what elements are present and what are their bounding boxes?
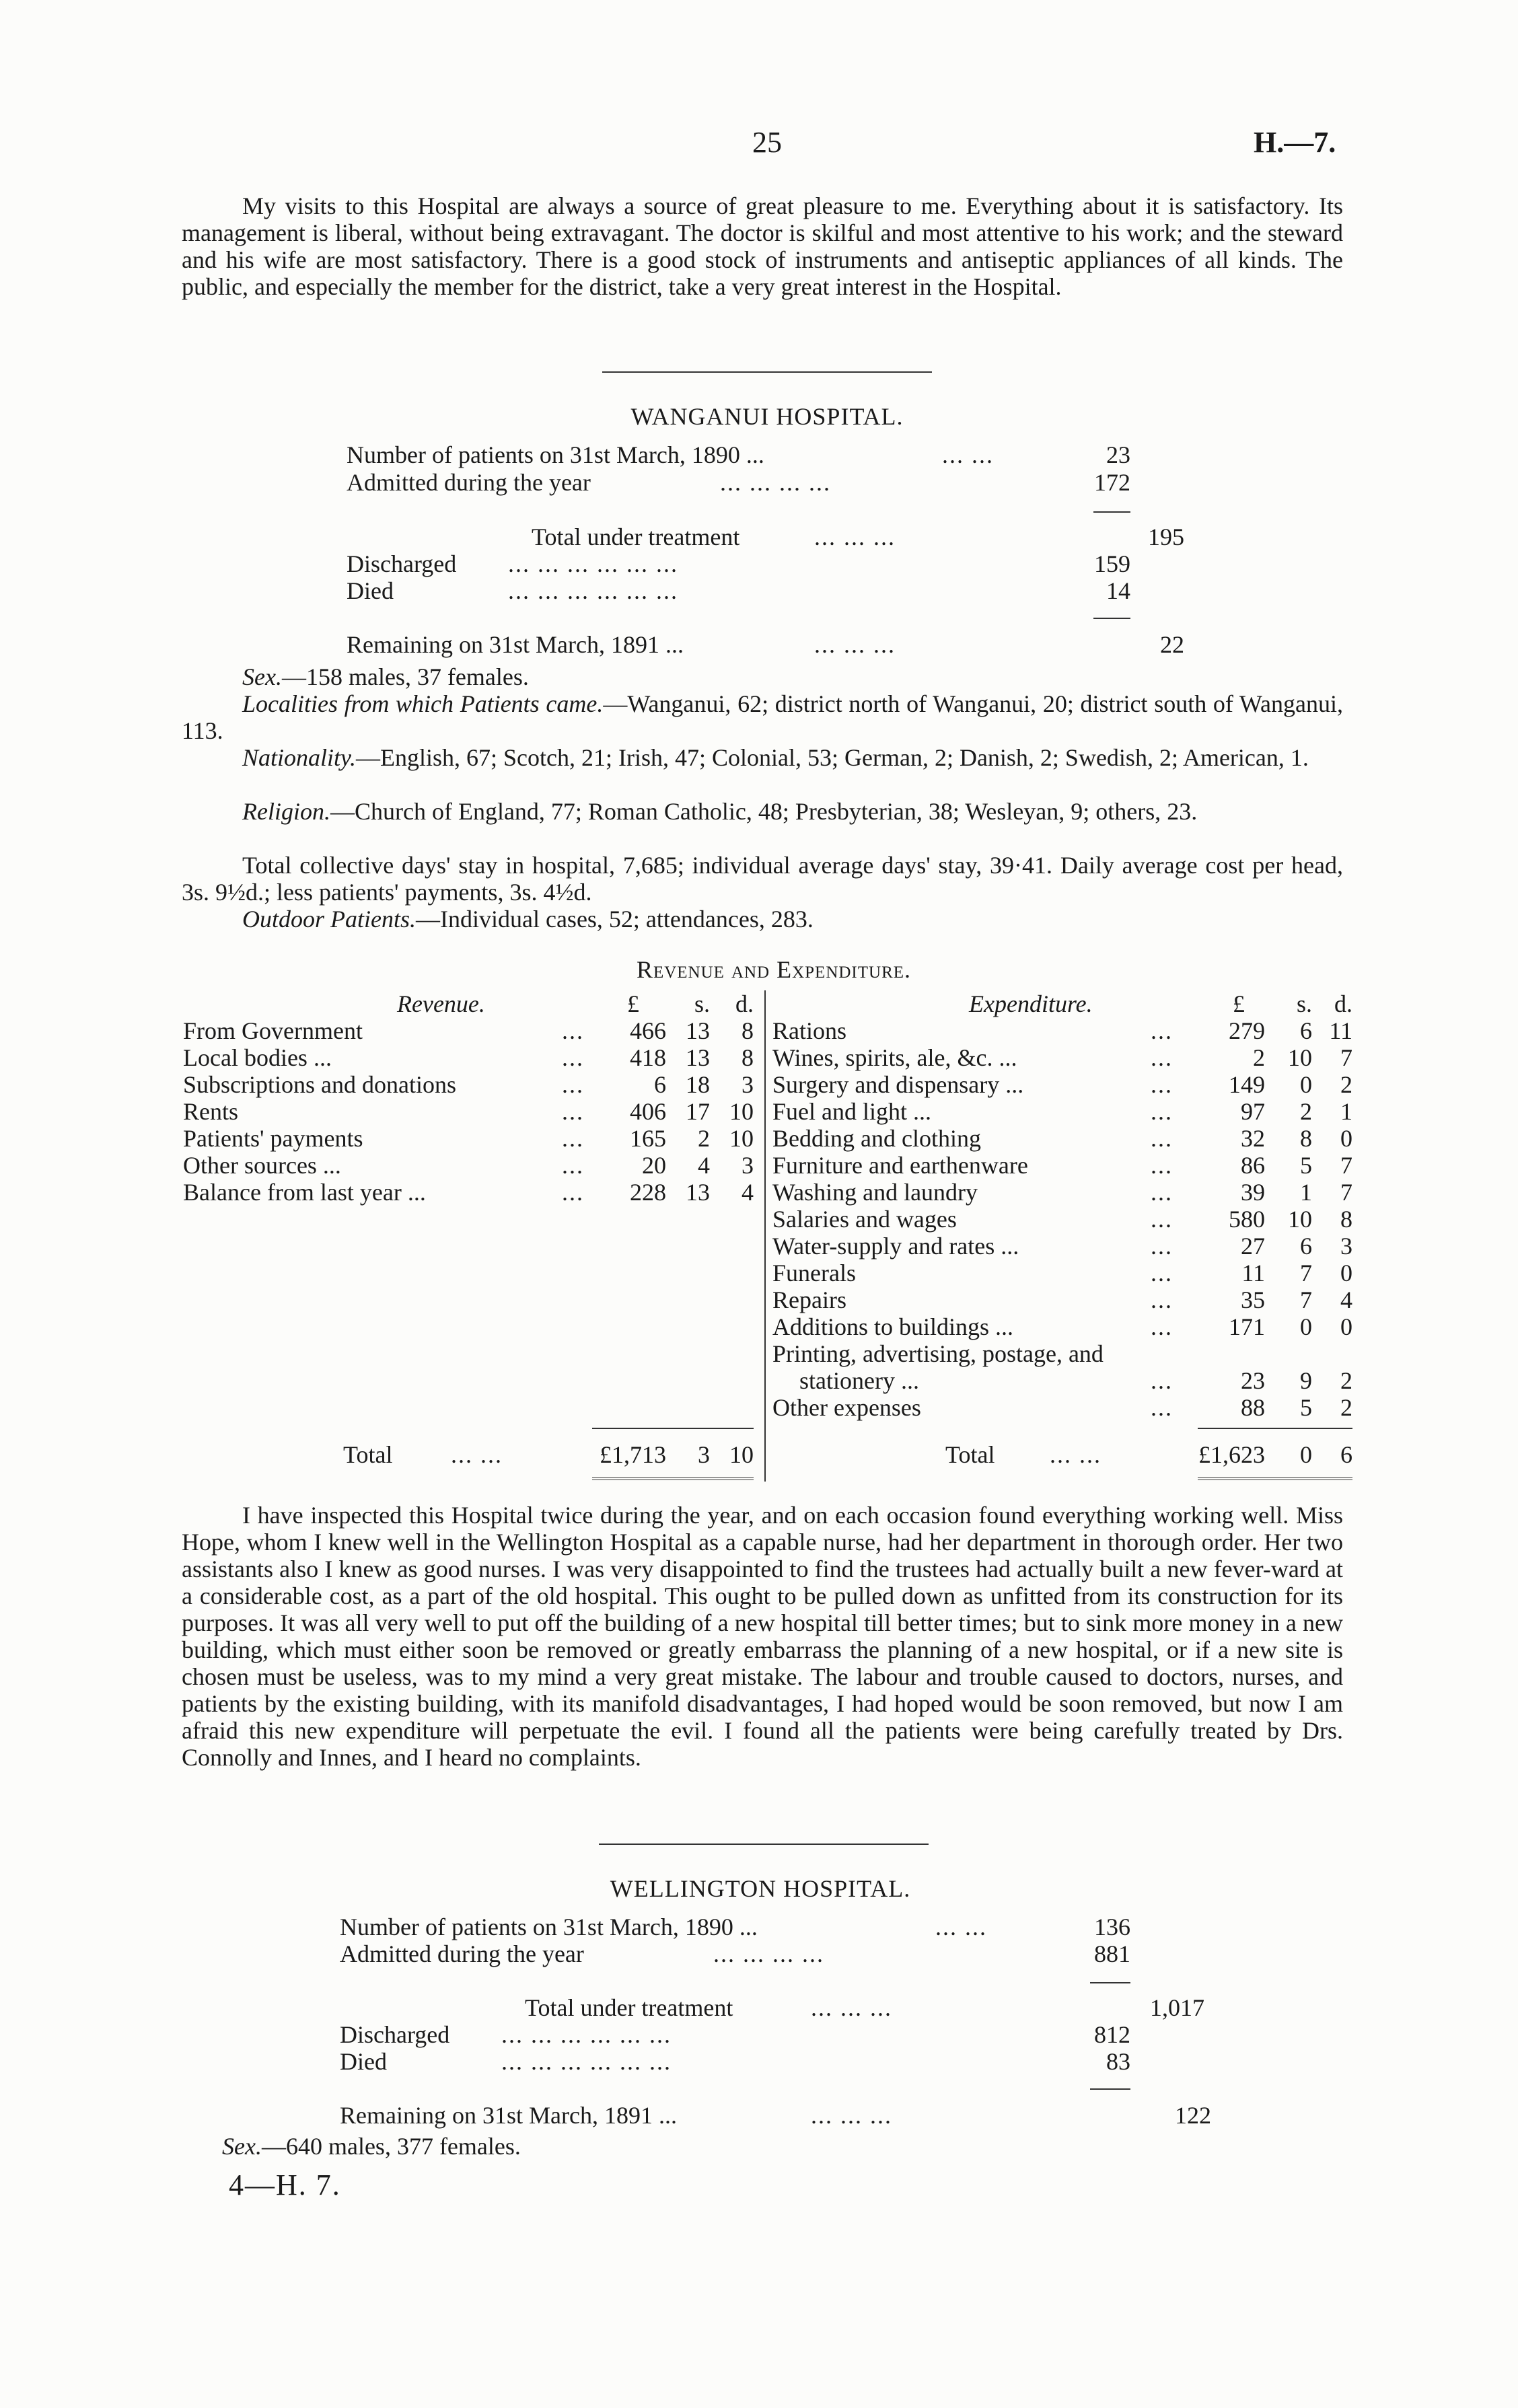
expenditure-pence: 7 <box>1340 1152 1352 1179</box>
expenditure-total-pounds: £1,623 <box>1198 1441 1265 1468</box>
expenditure-shillings: 8 <box>1300 1125 1312 1152</box>
expenditure-pounds: 2 <box>1253 1044 1265 1071</box>
expenditure-label: Furniture and earthenware <box>772 1152 1028 1179</box>
dots: ... <box>1151 1125 1173 1152</box>
expenditure-pence: 0 <box>1340 1260 1352 1286</box>
wanganui-remaining-value: 22 <box>1160 631 1184 658</box>
expenditure-label: Wines, spirits, ale, &c. ... <box>772 1044 1017 1071</box>
wanganui-remaining-label: Remaining on 31st March, 1891 ... <box>347 631 684 658</box>
revenue-pounds: 466 <box>630 1017 666 1044</box>
expenditure-label: Printing, advertising, postage, and <box>772 1340 1104 1367</box>
expenditure-pence: 11 <box>1329 1017 1352 1044</box>
wanganui-discharged-value: 159 <box>1094 550 1130 577</box>
wanganui-title: WANGANUI HOSPITAL. <box>630 403 904 430</box>
wanganui-outdoor: Outdoor Patients.—Individual cases, 52; attendances, 283. <box>242 906 814 933</box>
expenditure-label: stationery ... <box>799 1367 919 1394</box>
revenue-label: Balance from last year ... <box>183 1179 426 1206</box>
dots: ... <box>562 1152 584 1179</box>
expenditure-pounds: 97 <box>1241 1098 1265 1125</box>
revenue-shillings: 18 <box>686 1071 710 1098</box>
revenue-col-s: s. <box>694 990 710 1017</box>
expenditure-label: Funerals <box>772 1260 856 1286</box>
dots: ... <box>1151 1233 1173 1260</box>
revenue-total-shillings: 3 <box>698 1441 710 1468</box>
revenue-label: Local bodies ... <box>183 1044 332 1071</box>
wellington-number-value: 136 <box>1094 1913 1130 1940</box>
expenditure-total-shillings: 0 <box>1300 1441 1312 1468</box>
dots: ... <box>562 1125 584 1152</box>
expenditure-pence: 7 <box>1340 1179 1352 1206</box>
dots: ... ... ... ... ... ... <box>508 550 678 577</box>
revenue-label: Other sources ... <box>183 1152 341 1179</box>
revenue-label: Subscriptions and donations <box>183 1071 456 1098</box>
expenditure-label: Washing and laundry <box>772 1179 978 1206</box>
revenue-label: From Government <box>183 1017 363 1044</box>
wanganui-number-label: Number of patients on 31st March, 1890 ... <box>347 441 764 468</box>
dots: ... <box>1151 1367 1173 1394</box>
expenditure-pence: 0 <box>1340 1125 1352 1152</box>
expenditure-label: Bedding and clothing <box>772 1125 981 1152</box>
expenditure-shillings: 0 <box>1300 1071 1312 1098</box>
dots: ... <box>1151 1313 1173 1340</box>
expenditure-shillings: 10 <box>1288 1206 1312 1233</box>
expenditure-pence: 2 <box>1340 1394 1352 1421</box>
expenditure-col-pound: £ <box>1233 990 1245 1017</box>
expenditure-pence: 1 <box>1340 1098 1352 1125</box>
expenditure-shillings: 5 <box>1300 1152 1312 1179</box>
wellington-admitted-label: Admitted during the year <box>340 1940 584 1967</box>
column-divider <box>764 990 766 1482</box>
expenditure-label: Fuel and light ... <box>772 1098 931 1125</box>
revenue-pounds: 165 <box>630 1125 666 1152</box>
dots: ... ... ... <box>814 523 896 550</box>
dots: ... <box>562 1098 584 1125</box>
revenue-total-pounds: £1,713 <box>600 1441 666 1468</box>
wanganui-religion: Religion.—Church of England, 77; Roman Catholic, 48; Presbyterian, 38; Wesleyan, 9; others, 23. <box>242 798 1198 825</box>
expenditure-shillings: 7 <box>1300 1260 1312 1286</box>
revenue-pounds: 20 <box>642 1152 666 1179</box>
expenditure-pounds: 32 <box>1241 1125 1265 1152</box>
revenue-shillings: 13 <box>686 1017 710 1044</box>
wellington-total-label: Total under treatment <box>525 1994 733 2021</box>
expenditure-shillings: 5 <box>1300 1394 1312 1421</box>
revenue-pounds: 406 <box>630 1098 666 1125</box>
expenditure-pence: 8 <box>1340 1206 1352 1233</box>
wellington-number-label: Number of patients on 31st March, 1890 ... <box>340 1913 758 1940</box>
expenditure-label: Other expenses <box>772 1394 921 1421</box>
expenditure-heading: Expenditure. <box>969 990 1093 1017</box>
wellington-discharged-label: Discharged <box>340 2021 450 2048</box>
expenditure-col-s: s. <box>1296 990 1312 1017</box>
expenditure-pounds: 35 <box>1241 1286 1265 1313</box>
wanganui-died-value: 14 <box>1106 577 1130 604</box>
revenue-shillings: 17 <box>686 1098 710 1125</box>
inspection-paragraph: I have inspected this Hospital twice during the year, and on each occasion found everything working well. Miss Hope, whom I knew well in the Wellington Hospital as a capable nurse, had her department in thorough order. Her two assistants also I knew as good nurses. I was very disappointed to find the trustees had actually built a new fever-ward at a considerable cost, as a part of the old hospital. This ought to be pulled down as unfitted from its construction for its purposes. It was all very well to put off the building of a new hospital till better times; but to sink more money in a new building, which must either soon be removed or greatly embarrass the planning of a new hospital, or if a new site is chosen must be useless, was to my mind a very great mistake. The labour and trouble caused to doctors, nurses, and patients by the existing building, with its manifold disadvantages, I had hoped would be soon removed, but now I am afraid this new expenditure will perpetuate the evil. I found all the patients were being carefully treated by Drs. Connolly and Innes, and I heard no complaints. <box>182 1502 1343 1771</box>
section-divider <box>599 1844 929 1845</box>
dots: ... <box>1151 1179 1173 1206</box>
dots: ... <box>1151 1394 1173 1421</box>
revenue-pence: 10 <box>729 1125 754 1152</box>
wanganui-total-label: Total under treatment <box>532 523 740 550</box>
revenue-pence: 10 <box>729 1098 754 1125</box>
dots: ... ... <box>1050 1441 1101 1468</box>
dots: ... <box>562 1071 584 1098</box>
revenue-shillings: 13 <box>686 1179 710 1206</box>
dots: ... <box>1151 1206 1173 1233</box>
wanganui-total-value: 195 <box>1148 523 1184 550</box>
rule <box>1093 618 1130 619</box>
revenue-label: Patients' payments <box>183 1125 363 1152</box>
revenue-total-label: Total <box>343 1441 393 1468</box>
expenditure-pence: 3 <box>1340 1233 1352 1260</box>
dots: ... ... ... <box>814 631 896 658</box>
wellington-died-label: Died <box>340 2048 387 2075</box>
dots: ... <box>1151 1071 1173 1098</box>
wanganui-admitted-value: 172 <box>1094 469 1130 496</box>
dots: ... ... ... <box>811 2102 892 2129</box>
expenditure-total-pence: 6 <box>1340 1441 1352 1468</box>
expenditure-shillings: 2 <box>1300 1098 1312 1125</box>
wanganui-discharged-label: Discharged <box>347 550 457 577</box>
wanganui-localities: Localities from which Patients came.—Wanganui, 62; district north of Wanganui, 20; district south of Wanganui, 113. <box>182 690 1343 744</box>
page-number: 25 <box>752 126 782 159</box>
revenue-pounds: 6 <box>654 1071 666 1098</box>
dots: ... <box>562 1017 584 1044</box>
expenditure-shillings: 6 <box>1300 1233 1312 1260</box>
dots: ... ... <box>451 1441 503 1468</box>
expenditure-shillings: 10 <box>1288 1044 1312 1071</box>
revenue-pounds: 418 <box>630 1044 666 1071</box>
expenditure-pounds: 11 <box>1241 1260 1265 1286</box>
wellington-remaining-value: 122 <box>1175 2102 1211 2129</box>
expenditure-pence: 0 <box>1340 1313 1352 1340</box>
rule <box>592 1428 754 1429</box>
revenue-total-pence: 10 <box>729 1441 754 1468</box>
expenditure-pounds: 149 <box>1229 1071 1265 1098</box>
revenue-pounds: 228 <box>630 1179 666 1206</box>
wanganui-nationality: Nationality.—English, 67; Scotch, 21; Irish, 47; Colonial, 53; German, 2; Danish, 2; Swedish, 2; American, 1. <box>242 744 1309 771</box>
expenditure-shillings: 1 <box>1300 1179 1312 1206</box>
wanganui-sex: Sex.—158 males, 37 females. <box>242 663 529 690</box>
wellington-died-value: 83 <box>1106 2048 1130 2075</box>
revenue-shillings: 2 <box>698 1125 710 1152</box>
revenue-label: Rents <box>183 1098 239 1125</box>
revenue-heading: Revenue. <box>397 990 485 1017</box>
expenditure-label: Rations <box>772 1017 847 1044</box>
expenditure-label: Water-supply and rates ... <box>772 1233 1019 1260</box>
wellington-title: WELLINGTON HOSPITAL. <box>610 1875 911 1902</box>
expenditure-pence: 2 <box>1340 1367 1352 1394</box>
revenue-shillings: 4 <box>698 1152 710 1179</box>
wellington-sex: Sex.—640 males, 377 females. <box>222 2133 521 2160</box>
dots: ... <box>1151 1044 1173 1071</box>
expenditure-shillings: 7 <box>1300 1286 1312 1313</box>
dots: ... <box>1151 1152 1173 1179</box>
expenditure-pence: 2 <box>1340 1071 1352 1098</box>
wanganui-admitted-label: Admitted during the year <box>347 469 591 496</box>
expenditure-shillings: 6 <box>1300 1017 1312 1044</box>
rule <box>1093 511 1130 513</box>
document-reference: H.—7. <box>1254 126 1336 159</box>
revenue-shillings: 13 <box>686 1044 710 1071</box>
dots: ... ... ... <box>811 1994 892 2021</box>
revenue-col-pound: £ <box>627 990 639 1017</box>
dots: ... <box>1151 1098 1173 1125</box>
section-divider <box>602 371 932 373</box>
expenditure-pounds: 88 <box>1241 1394 1265 1421</box>
wellington-remaining-label: Remaining on 31st March, 1891 ... <box>340 2102 677 2129</box>
expenditure-total-label: Total <box>945 1441 995 1468</box>
expenditure-label: Salaries and wages <box>772 1206 957 1233</box>
expenditure-pounds: 279 <box>1229 1017 1265 1044</box>
rule <box>1090 1982 1130 1983</box>
revenue-pence: 3 <box>742 1071 754 1098</box>
double-rule <box>1198 1477 1352 1480</box>
expenditure-label: Additions to buildings ... <box>772 1313 1014 1340</box>
expenditure-pence: 4 <box>1340 1286 1352 1313</box>
rule <box>1198 1428 1352 1429</box>
expenditure-pounds: 86 <box>1241 1152 1265 1179</box>
finance-title: Revenue and Expenditure. <box>636 956 912 983</box>
expenditure-label: Surgery and dispensary ... <box>772 1071 1024 1098</box>
expenditure-shillings: 9 <box>1300 1367 1312 1394</box>
dots: ... ... <box>942 441 994 468</box>
dots: ... <box>1151 1286 1173 1313</box>
wellington-discharged-value: 812 <box>1094 2021 1130 2048</box>
expenditure-pounds: 171 <box>1229 1313 1265 1340</box>
expenditure-col-d: d. <box>1334 990 1352 1017</box>
revenue-pence: 8 <box>742 1044 754 1071</box>
wanganui-number-value: 23 <box>1106 441 1130 468</box>
expenditure-pounds: 580 <box>1229 1206 1265 1233</box>
revenue-col-d: d. <box>735 990 754 1017</box>
dots: ... ... ... ... ... ... <box>501 2048 672 2075</box>
expenditure-pounds: 39 <box>1241 1179 1265 1206</box>
double-rule <box>592 1477 754 1480</box>
expenditure-shillings: 0 <box>1300 1313 1312 1340</box>
dots: ... ... ... ... <box>713 1940 824 1967</box>
wellington-total-value: 1,017 <box>1150 1994 1204 2021</box>
dots: ... ... ... ... ... ... <box>501 2021 672 2048</box>
dots: ... <box>562 1179 584 1206</box>
wellington-admitted-value: 881 <box>1094 1940 1130 1967</box>
dots: ... ... <box>935 1913 987 1940</box>
dots: ... ... ... ... <box>720 469 831 496</box>
expenditure-pounds: 23 <box>1241 1367 1265 1394</box>
revenue-pence: 3 <box>742 1152 754 1179</box>
signature-mark: 4—H. 7. <box>229 2168 341 2201</box>
intro-paragraph: My visits to this Hospital are always a source of great pleasure to me. Everything about it is satisfactory. Its management is liberal, without being extravagant. The doctor is skilful and most attentive to his work; and the steward and his wife are most satisfactory. There is a good stock of instruments and antiseptic appliances of all kinds. The public, and especially the member for the district, take a very great interest in the Hospital. <box>182 192 1343 300</box>
rule <box>1090 2088 1130 2090</box>
expenditure-pence: 7 <box>1340 1044 1352 1071</box>
revenue-pence: 4 <box>742 1179 754 1206</box>
expenditure-pounds: 27 <box>1241 1233 1265 1260</box>
dots: ... ... ... ... ... ... <box>508 577 678 604</box>
expenditure-label: Repairs <box>772 1286 846 1313</box>
wanganui-stay: Total collective days' stay in hospital, 7,685; individual average days' stay, 39·41. Daily average cost per head, 3s. 9½d.; less patients' payments, 3s. 4½d. <box>182 852 1343 906</box>
revenue-pence: 8 <box>742 1017 754 1044</box>
wanganui-died-label: Died <box>347 577 394 604</box>
dots: ... <box>1151 1260 1173 1286</box>
dots: ... <box>562 1044 584 1071</box>
dots: ... <box>1151 1017 1173 1044</box>
